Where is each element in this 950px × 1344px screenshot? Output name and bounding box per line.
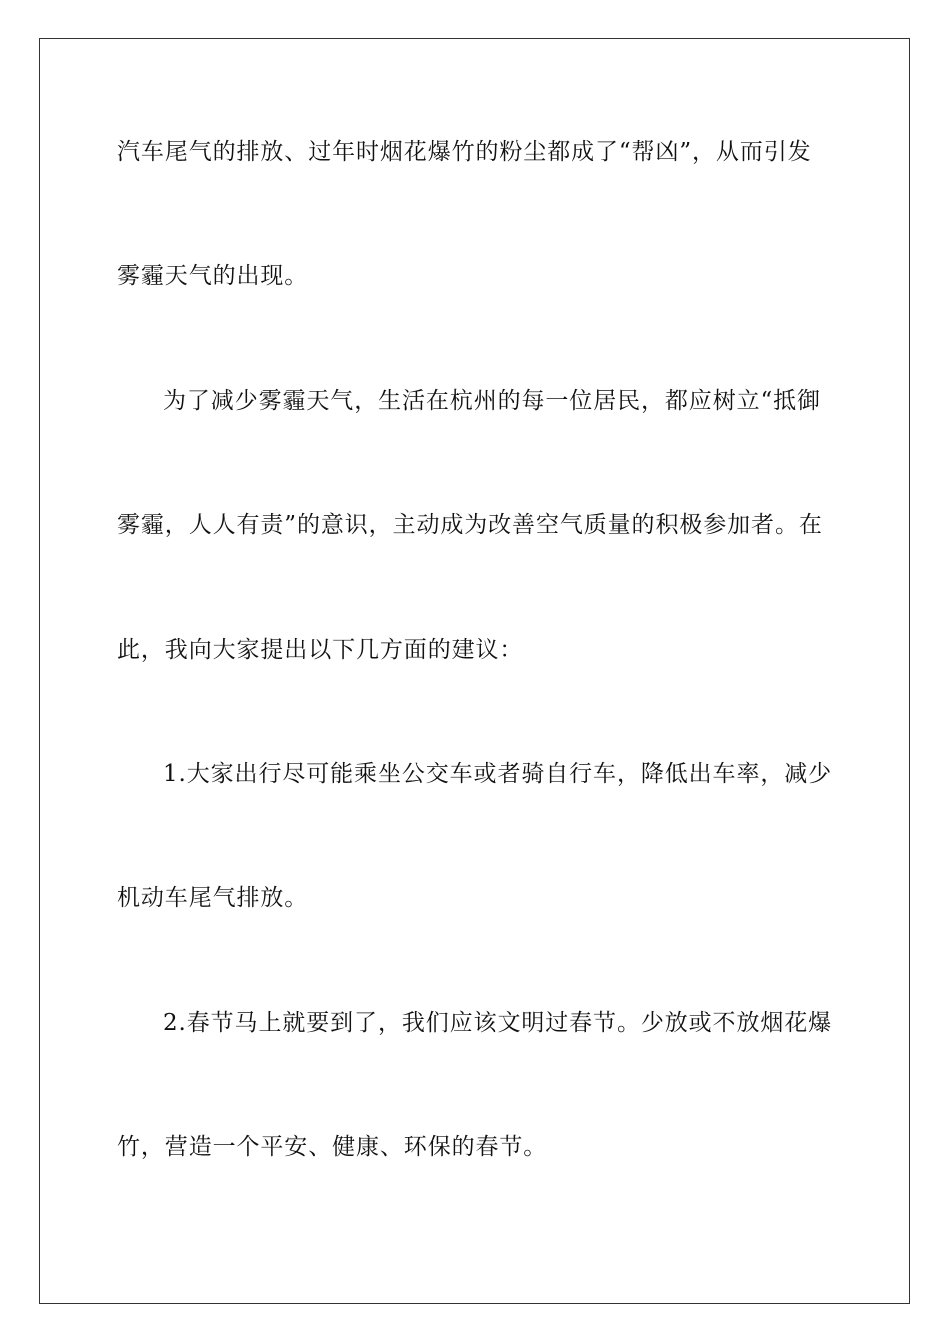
paragraph-1-line-1: 汽车尾气的排放、过年时烟花爆竹的粉尘都成了“帮凶”，从而引发 <box>117 139 812 165</box>
suggestion-2-line-1: 2.春节马上就要到了，我们应该文明过春节。少放或不放烟花爆 <box>163 1010 833 1036</box>
paragraph-2-line-3: 此，我向大家提出以下几方面的建议： <box>117 637 524 663</box>
paragraph-1-line-2: 雾霾天气的出现。 <box>117 263 309 289</box>
suggestion-1-line-1: 1.大家出行尽可能乘坐公交车或者骑自行车，降低出车率，减少 <box>163 761 833 787</box>
paragraph-2-line-2: 雾霾，人人有责”的意识，主动成为改善空气质量的积极参加者。在 <box>117 512 823 538</box>
page-border <box>39 38 910 1304</box>
suggestion-2-line-2: 竹，营造一个平安、健康、环保的春节。 <box>117 1134 548 1160</box>
paragraph-2-line-1: 为了减少雾霾天气，生活在杭州的每一位居民，都应树立“抵御 <box>163 388 821 414</box>
suggestion-1-line-2: 机动车尾气排放。 <box>117 885 309 911</box>
